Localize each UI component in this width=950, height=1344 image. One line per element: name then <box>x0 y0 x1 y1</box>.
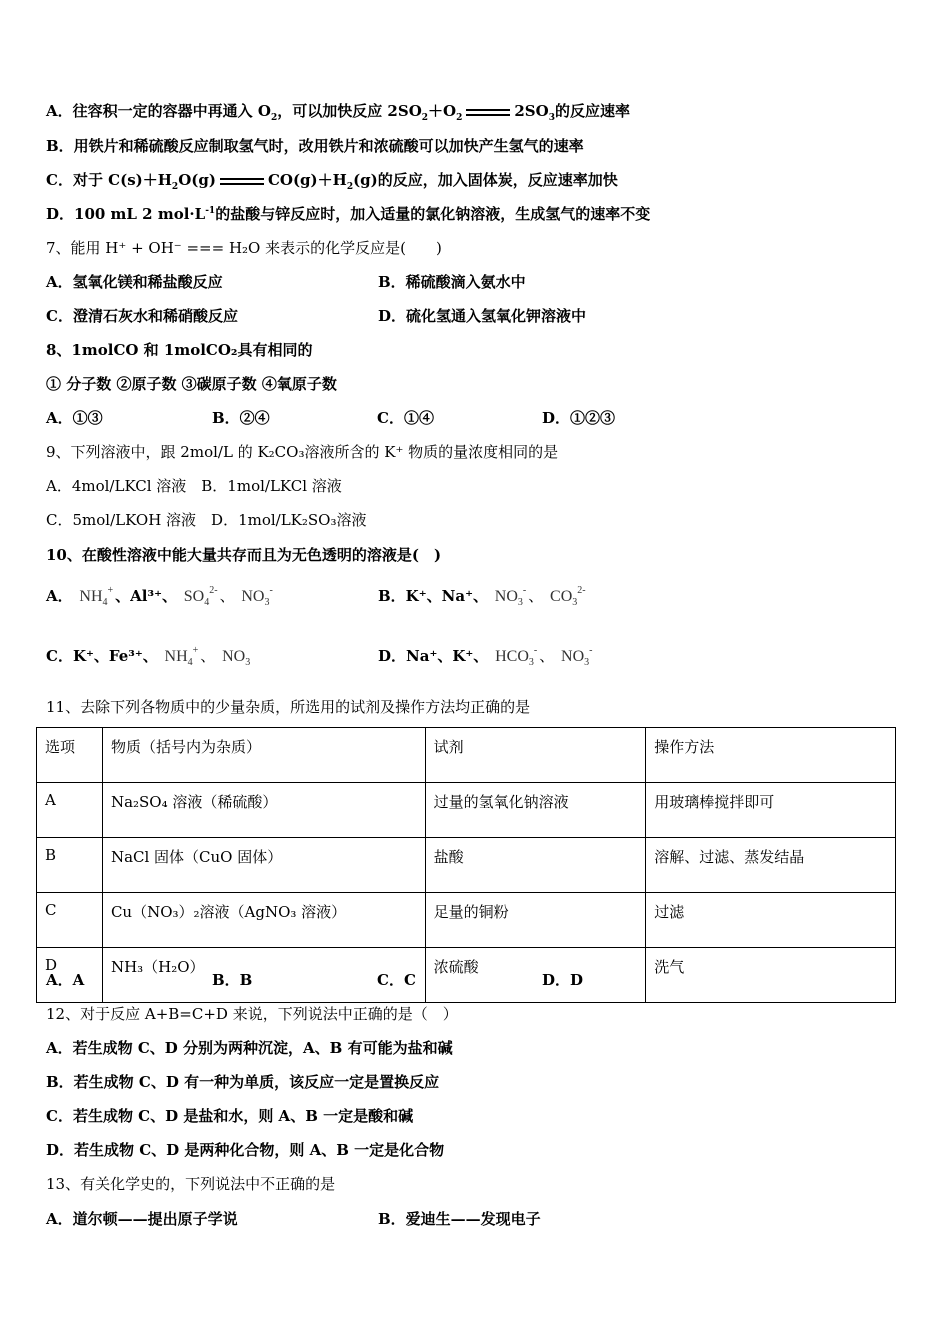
table-row <box>37 783 896 838</box>
q12-option-d: D．若生成物 C、D 是两种化合物，则 A、B 一定是化合物 <box>46 1141 445 1159</box>
q8-option-a: A．①③ <box>46 409 103 427</box>
q7-option-c: C．澄清石灰水和稀硝酸反应 <box>46 307 238 325</box>
table-cell: B <box>37 838 103 893</box>
table-row <box>37 948 896 1003</box>
q7-option-b: B．稀硫酸滴入氨水中 <box>378 273 526 291</box>
table-header-cell: 操作方法 <box>646 728 896 783</box>
q6-option-d: D．100 mL 2 $mol\cdot L^{-1}$的盐酸与锌反应时，加入适量的氯化钠溶液，生成氢气的速率不变 <box>46 205 651 223</box>
q6-option-b: B．用铁片和稀硫酸反应制取氢气时，改用铁片和浓硫酸可以加快产生氢气的速率 <box>46 137 584 155</box>
q9-stem: 9、下列溶液中，跟 2mol/L 的 K₂CO₃溶液所含的 K⁺ 物质的量浓度相同的是 <box>46 443 559 461</box>
q8-stem: 8、1molCO 和 1molCO₂具有相同的 <box>46 341 313 359</box>
q12-option-c: C．若生成物 C、D 是盐和水，则 A、B 一定是酸和碱 <box>46 1107 414 1125</box>
ion-so4: $SO_4^{2-}$ <box>183 585 218 608</box>
table-cell: C <box>37 893 103 948</box>
q11-option-b: B．B <box>212 971 253 989</box>
q11-stem: 11、去除下列各物质中的少量杂质，所选用的试剂及操作方法均正确的是 <box>46 698 531 716</box>
table-row <box>37 893 896 948</box>
table-cell: D <box>37 948 103 1003</box>
q12-option-b: B．若生成物 C、D 有一种为单质，该反应一定是置换反应 <box>46 1073 440 1091</box>
table-cell: 过量的氢氧化钠溶液 <box>425 783 646 838</box>
q8-option-b: B．②④ <box>212 409 270 427</box>
q8-option-d: D．①②③ <box>542 409 616 427</box>
ion-hco3: $HCO_3^-$ <box>495 645 538 668</box>
table-cell: NaCl 固体（CuO 固体） <box>102 838 425 893</box>
q9-options-ab: A．4mol/LKCl 溶液 B．1mol/LKCl 溶液 <box>46 477 342 495</box>
q13-option-a: A．道尔顿——提出原子学说 <box>46 1210 238 1228</box>
q12-stem: 12、对于反应 A+B=C+D 来说，下列说法中正确的是（ ） <box>46 1005 458 1023</box>
table-cell: NH₃（H₂O） <box>102 948 425 1003</box>
q13-stem: 13、有关化学史的，下列说法中不正确的是 <box>46 1175 336 1193</box>
q12-option-a: A．若生成物 C、D 分别为两种沉淀，A、B 有可能为盐和碱 <box>46 1039 453 1057</box>
table-cell: Na₂SO₄ 溶液（稀硫酸） <box>102 783 425 838</box>
q8-option-c: C．①④ <box>377 409 434 427</box>
q10-option-a: A． $NH_4^+$ 、Al³⁺、 $SO_4^{2-}$ 、 $NO_3^-$ <box>46 585 273 608</box>
q7-stem: 7、能用 H⁺ + OH⁻ === H₂O 来表示的化学反应是( ) <box>46 239 442 257</box>
ion-nh4: $NH_4^+$ <box>164 645 199 668</box>
equilibrium-arrow-icon <box>218 175 266 187</box>
table-cell: 用玻璃棒搅拌即可 <box>646 783 896 838</box>
table-cell: 溶解、过滤、蒸发结晶 <box>646 838 896 893</box>
table-header-cell: 物质（括号内为杂质） <box>102 728 425 783</box>
q13-option-b: B．爱迪生——发现电子 <box>378 1210 541 1228</box>
q10-option-c: C．K⁺、Fe³⁺、 $NH_4^+$ 、 $NO_3$ <box>46 645 251 668</box>
q9-options-cd: C．5mol/LKOH 溶液 D．1mol/LK₂SO₃溶液 <box>46 511 367 529</box>
table-row <box>37 838 896 893</box>
q6-option-a: A．往容积一定的容器中再通入 $O_2$，可以加快反应 $2SO_2+O_2$ $2SO_3$的反应速率 <box>46 102 630 123</box>
table-cell: 浓硫酸 <box>425 948 646 1003</box>
equilibrium-arrow-icon <box>464 106 512 118</box>
q10-option-d: D．Na⁺、K⁺、 $HCO_3^-$ 、 $NO_3^-$ <box>378 645 593 668</box>
q6-option-c: C．对于 $C(s)+H_2O(g)$ $CO(g)+H_2(g)$的反应，加入固体炭，反应速率加快 <box>46 171 618 192</box>
q10-stem: 10、在酸性溶液中能大量共存而且为无色透明的溶液是( ) <box>46 546 442 564</box>
table-header-cell: 试剂 <box>425 728 646 783</box>
ion-nh4: $NH_4^+$ <box>79 585 114 608</box>
q10-option-b: B．K⁺、Na⁺、 $NO_3^-$ 、 $CO_3^{2-}$ <box>378 585 586 608</box>
table-cell: 盐酸 <box>425 838 646 893</box>
q8-items: ① 分子数 ②原子数 ③碳原子数 ④氧原子数 <box>46 375 337 393</box>
table-cell: A <box>37 783 103 838</box>
q11-option-c: C．C <box>377 971 416 989</box>
table-cell: 过滤 <box>646 893 896 948</box>
ion-no3: $NO_3^-$ <box>241 585 273 608</box>
q11-table <box>36 727 896 1003</box>
q7-option-a: A．氢氧化镁和稀盐酸反应 <box>46 273 223 291</box>
table-cell: 洗气 <box>646 948 896 1003</box>
q11-option-a: A．A <box>46 971 85 989</box>
q7-option-d: D．硫化氢通入氢氧化钾溶液中 <box>378 307 587 325</box>
table-header-cell: 选项 <box>37 728 103 783</box>
q11-option-d: D．D <box>542 971 584 989</box>
table-header-row <box>37 728 896 783</box>
ion-co3: $CO_3^{2-}$ <box>550 585 586 608</box>
table-cell: Cu（NO₃）₂溶液（AgNO₃ 溶液） <box>102 893 425 948</box>
table-cell: 足量的铜粉 <box>425 893 646 948</box>
ion-no3: $NO_3^-$ <box>494 585 527 608</box>
ion-no3: $NO_3^-$ <box>561 645 593 668</box>
ion-no3: $NO_3$ <box>222 648 251 668</box>
